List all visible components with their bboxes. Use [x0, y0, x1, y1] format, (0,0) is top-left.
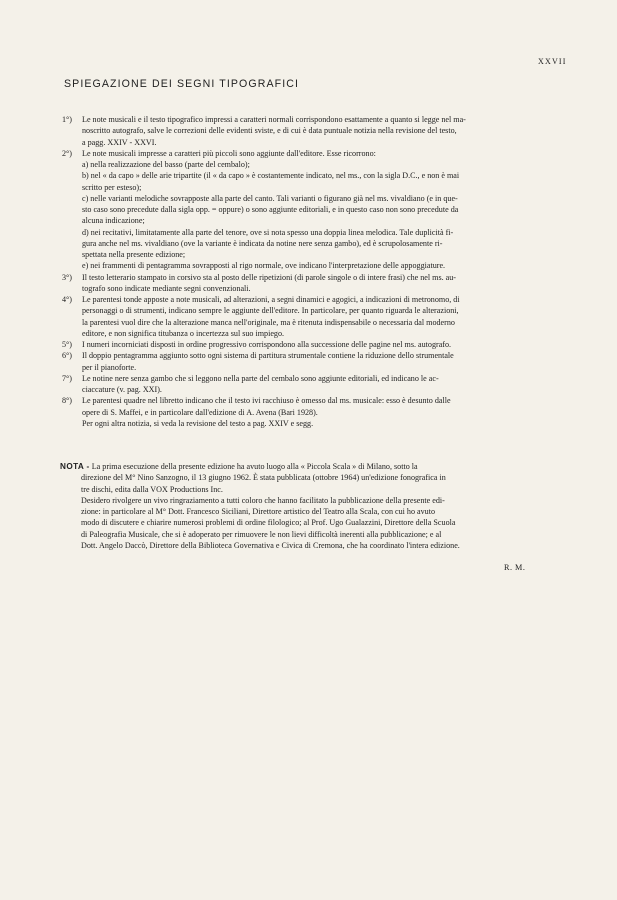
- text-line: Le note musicali e il testo tipografico impressi a caratteri normali corrispondono esattamente a quanto si legge nel ma-: [82, 115, 466, 124]
- item-number: 4°): [62, 295, 72, 304]
- item-number: 1°): [62, 115, 72, 124]
- text-line: Le notine nere senza gambo che si leggono nella parte del cembalo sono aggiunte editoriali, ed indicano le ac-: [82, 373, 439, 383]
- text-line: direzione del M° Nino Sanzogno, il 13 giugno 1962. È stata pubblicata (ottobre 1964) un'edizione fonografica in: [81, 473, 446, 483]
- text-line: tre dischi, edita dalla VOX Productions Inc.: [81, 484, 223, 494]
- text-line: Le note musicali impresse a caratteri più piccoli sono aggiunte dall'editore. Esse ricorrono:: [82, 148, 376, 158]
- text-line: sto caso sono precedute dalla sigla opp. = oppure) o sono aggiunte editoriali, e in questo caso non sono precedute da: [82, 205, 459, 214]
- text-line: la parentesi vuol dire che la alterazione manca nell'originale, ma è ritenuta indispensabile o necessaria dal moderno: [82, 317, 455, 327]
- page-title: SPIEGAZIONE DEI SEGNI TIPOGRAFICI: [64, 78, 300, 90]
- list-item-7: [62, 373, 557, 396]
- text-line: Le parentesi tonde apposte a note musicali, ad alterazioni, a segni dinamici e agogici, a indicazioni di metronomo, di: [82, 295, 460, 304]
- text-line: opere di S. Maffei, e in particolare dall'edizione di A. Avena (Bari 1928).: [82, 407, 318, 417]
- text-line: Il testo letterario stampato in corsivo sta al posto delle ripetizioni (di parole singole o di intere frasi) che nel ms. au-: [82, 272, 456, 282]
- text-line: b) nel « da capo » delle arie tripartite (il « da capo » è costantemente indicato, nel ms., con la sigla D.C., e non è mai: [82, 171, 460, 181]
- notes-list: [62, 114, 557, 429]
- nota-section: [60, 461, 557, 551]
- text-line: personaggi o di strumenti, indicano sempre le aggiunte dell'editore. In particolare, per quanto riguarda le alterazioni,: [82, 306, 459, 316]
- text-line: zione: in particolare al M° Dott. Francesco Siciliani, Direttore artistico del Teatro alla Scala, con cui ho avuto: [81, 507, 436, 516]
- item-number: 7°): [62, 373, 72, 383]
- item-number: 8°): [62, 396, 72, 406]
- list-item-1: [62, 114, 557, 148]
- text-line: di Paleografia Musicale, che si è adoperato per rimuovere le non lievi difficoltà inerenti alla pubblicazione; e al: [81, 529, 442, 539]
- list-item-6: [62, 350, 557, 373]
- page-number: XXVII: [538, 57, 567, 66]
- nota-first-line: [60, 461, 557, 472]
- text-line: alcuna indicazione;: [82, 216, 145, 226]
- text-line: Le parentesi quadre nel libretto indicano che il testo ivi racchiuso è omesso dal ms. musicale: esso è desunto dalle: [82, 396, 451, 406]
- item-number: 2°): [62, 148, 72, 158]
- text-line: noscritto autografo, salve le correzioni delle evidenti sviste, e di cui è data puntuale notizia nella revisione del testo,: [82, 126, 457, 136]
- list-item-5: [62, 339, 557, 350]
- text-line: editore, e non significa titubanza o incertezza sul suo impiego.: [82, 328, 285, 338]
- text-line: per il pianoforte.: [82, 362, 137, 372]
- list-item-4: [62, 294, 557, 339]
- list-item-3: [62, 272, 557, 295]
- text-line: d) nei recitativi, limitatamente alla parte del tenore, ove si nota spesso una doppia linea melodica. Tale duplicità fi-: [82, 227, 454, 237]
- nota-label: NOTA -: [60, 462, 90, 471]
- text-line: a pagg. XXIV - XXVI.: [82, 137, 157, 147]
- list-item-8: [62, 395, 557, 429]
- text-line: ciaccature (v. pag. XXI).: [82, 385, 162, 394]
- text-line: c) nelle varianti melodiche sovrapposte alla parte del canto. Tali varianti o figurano già nel ms. vivaldiano (e in que-: [82, 193, 458, 203]
- text-line: Il doppio pentagramma aggiunto sotto ogni sistema di partitura strumentale contiene la riduzione dello strumentale: [82, 351, 454, 361]
- text-line: a) nella realizzazione del basso (parte del cembalo);: [82, 160, 250, 169]
- text-line: scritto per esteso);: [82, 182, 142, 192]
- text-line: Dott. Angelo Daccò, Direttore della Biblioteca Governativa e Civica di Cremona, che ha coordinato l'intera edizione.: [81, 540, 460, 550]
- item-number: 3°): [62, 272, 72, 282]
- item-number: 6°): [62, 351, 72, 361]
- text-line: Per ogni altra notizia, si veda la revisione del testo a pag. XXIV e segg.: [82, 418, 314, 428]
- list-item-2: [62, 148, 557, 272]
- text-line: Desidero rivolgere un vivo ringraziamento a tutti coloro che hanno facilitato la pubblicazione della presente edi-: [81, 495, 445, 505]
- text-line: tografo sono indicate mediante segni convenzionali.: [82, 283, 251, 293]
- text-line: gura anche nel ms. vivaldiano (ove la variante è indicata da notine nere senza gambo), ed è scrupolosamente ri-: [82, 238, 443, 248]
- text-line: spettata nella presente edizione;: [82, 250, 186, 259]
- text-line: e) nei frammenti di pentagramma sovrapposti al rigo normale, ove indicano l'interpretazione delle appoggiature.: [82, 261, 446, 271]
- text-line: modo di discutere e chiarire numerosi problemi di ordine filologico; al Prof. Ugo Gualazzini, Direttore della Scuola: [81, 518, 456, 528]
- signature: R. M.: [504, 563, 526, 572]
- item-number: 5°): [62, 340, 72, 349]
- text-line: I numeri incorniciati disposti in ordine progressivo corrispondono alla successione delle pagine nel ms. autografo.: [82, 340, 452, 349]
- text-line: La prima esecuzione della presente edizione ha avuto luogo alla « Piccola Scala » di Milano, sotto la: [91, 462, 418, 471]
